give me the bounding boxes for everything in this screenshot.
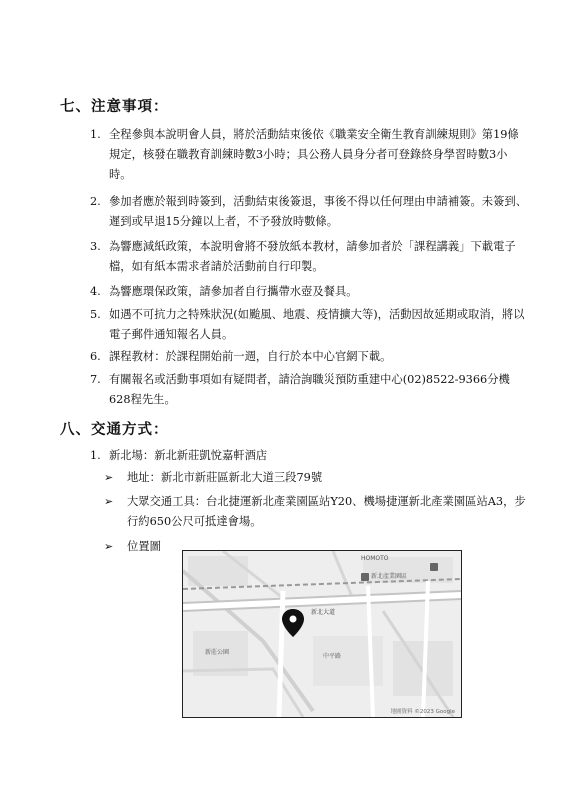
arrow-bullet-icon: ➢ [104,471,114,484]
notice-item-2 [90,192,530,232]
item-number: 6. [90,350,101,363]
item-text: 全程參與本說明會人員，將於活動結束後依《職業安全衛生教育訓練規則》第19條規定，核發在職教育訓練時數3小時；具公務人員身分者可登錄終身學習時數3小時。 [109,128,519,181]
item-number: 1. [90,128,101,141]
item-text: 為響應減紙政策，本說明會將不發放紙本教材，請參加者於「課程講義」下載電子檔，如有紙本需求者請於活動前自行印製。 [109,240,516,273]
map-label-road: 新北大道 [311,609,336,616]
transport-item-1 [90,446,530,466]
item-text: 新北場：新北新莊凱悅嘉軒酒店 [109,449,268,462]
item-text: 參加者應於報到時簽到，活動結束後簽退，事後不得以任何理由申請補簽。未簽到、遲到或早退15分鐘以上者，不予發放時數條。 [109,195,527,228]
address-text: 地址：新北市新莊區新北大道三段79號 [127,471,323,484]
map-label-landmark: HOMOTO [361,555,389,562]
item-number: 5. [90,308,101,321]
item-number: 4. [90,285,101,298]
transit-bullet [104,492,534,532]
notice-item-3 [90,237,530,277]
item-text: 有關報名或活動事項如有疑問者，請洽詢職災預防重建中心(02)8522-9366分機628程先生。 [109,373,510,406]
map-label-street: 中平路 [323,653,342,660]
arrow-bullet-icon: ➢ [104,495,114,508]
item-text: 課程教材：於課程開始前一週，自行於本中心官網下載。 [109,350,392,363]
transit-text: 大眾交通工具：台北捷運新北產業園區站Y20、機場捷運新北產業園區站A3，步行約650公尺可抵達會場。 [127,495,526,528]
notice-item-4 [90,282,530,302]
item-number: 1. [90,449,101,462]
item-number: 7. [90,373,101,386]
location-map-label: 位置圖 [127,540,161,553]
notice-item-1 [90,125,530,185]
address-bullet [104,468,534,488]
arrow-bullet-icon: ➢ [104,540,114,553]
map-graphic [183,551,461,717]
notice-item-6 [90,347,530,367]
item-number: 2. [90,195,101,208]
notice-item-5 [90,305,530,345]
location-map [182,550,462,718]
section-7-heading: 七、注意事項： [60,98,169,115]
section-8-heading: 八、交通方式： [60,421,169,438]
item-number: 3. [90,240,101,253]
item-text: 為響應環保政策，請參加者自行攜帶水壺及餐具。 [109,285,358,298]
map-label-station: 新北產業園區 [371,573,408,580]
notice-item-7 [90,370,530,410]
map-label-park: 新莊公園 [205,649,230,656]
map-attribution: 地圖資料 ©2023 Google [390,709,455,715]
item-text: 如遇不可抗力之特殊狀況(如颱風、地震、疫情擴大等)，活動因故延期或取消，將以電子郵件通知報名人員。 [109,308,525,341]
